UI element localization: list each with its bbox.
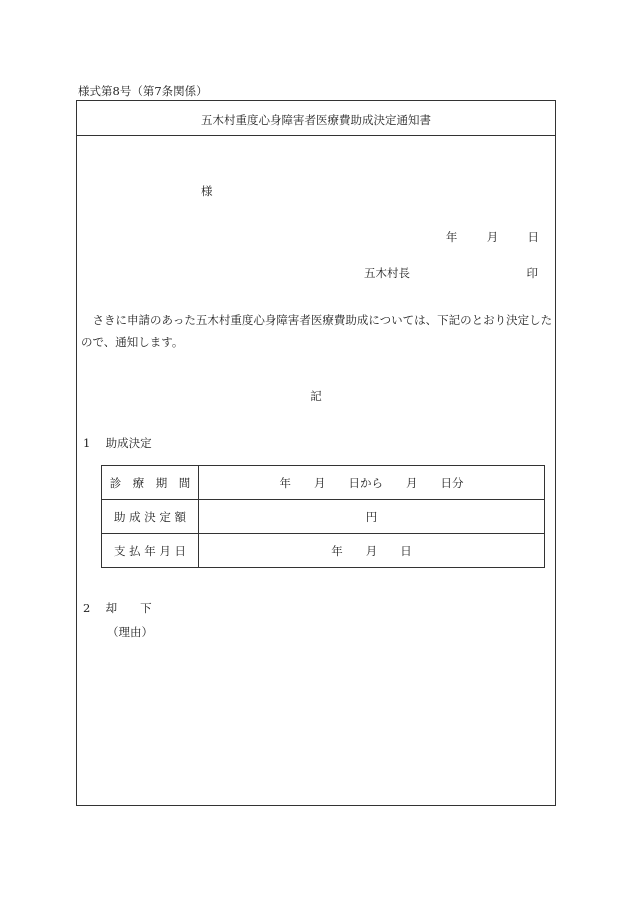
issuer-name: 五木村長: [364, 266, 410, 280]
table-row: [102, 466, 545, 500]
section-1-label: 助成決定: [105, 436, 152, 450]
addressee-honorific: 様: [201, 184, 213, 198]
date-day: 日: [527, 230, 539, 244]
section-2-number: 2: [83, 601, 91, 615]
row-label: 助 成 決 定 額: [102, 500, 199, 534]
table-row: [102, 534, 545, 568]
row-value: 年 月 日: [199, 534, 545, 568]
grant-details-table: [101, 465, 545, 568]
notice-frame: [76, 100, 556, 806]
document-title: 五木村重度心身障害者医療費助成決定通知書: [201, 113, 431, 127]
section-heading: 記: [310, 389, 322, 403]
date-year: 年: [445, 230, 458, 244]
seal-mark: 印: [526, 266, 538, 280]
section-1-heading: [83, 435, 152, 451]
section-2-heading: [83, 600, 152, 616]
issue-date: [446, 229, 539, 245]
table-row: [102, 500, 545, 534]
form-number-label: 様式第8号（第7条関係）: [78, 84, 208, 98]
section-1-number: 1: [83, 436, 91, 450]
row-value: 年 月 日から 月 日分: [199, 466, 545, 500]
row-value: 円: [199, 500, 545, 534]
row-label: 診 療 期 間: [102, 466, 199, 500]
title-divider: [77, 135, 555, 136]
section-2-label: 却 下: [105, 601, 152, 615]
date-month: 月: [486, 230, 499, 244]
rejection-reason-label: （理由）: [107, 625, 153, 639]
notice-body-text: さきに申請のあった五木村重度心身障害者医療費助成については、下記のとおり決定したので、通知します。: [81, 313, 553, 349]
row-label: 支 払 年 月 日: [102, 534, 199, 568]
